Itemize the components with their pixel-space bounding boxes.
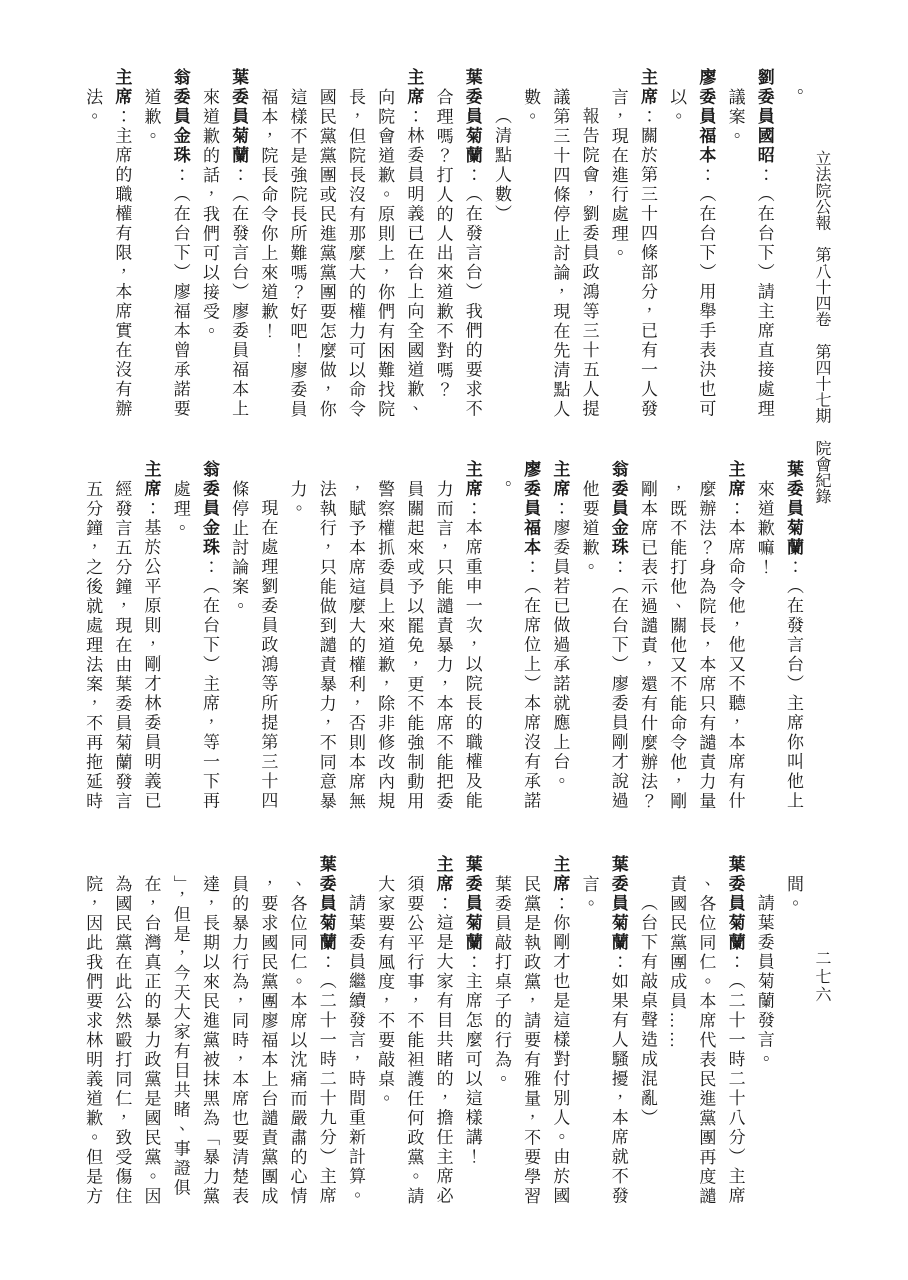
text-column: 來道歉的話，我們可以接受。 bbox=[199, 87, 219, 341]
text-column: 主席：本席命令他，他又不聽，本席有什 bbox=[725, 460, 745, 811]
text-column: 言。 bbox=[579, 874, 599, 914]
text-column: 翁委員金珠：（在台下）廖福本曾承諾要 bbox=[170, 68, 190, 419]
text-column: 員關起來或予以罷免，更不能強制動用 bbox=[404, 479, 424, 811]
text-column: 葉委員菊蘭：（二十一時二十九分）主席 bbox=[316, 855, 336, 1206]
text-band-middle bbox=[78, 460, 808, 812]
text-column: 剛本席已表示過譴責，還有什麼辦法？ bbox=[637, 479, 657, 811]
text-column: 。 bbox=[784, 87, 803, 107]
text-column: 、各位同仁。本席代表民進黨團再度譴 bbox=[696, 874, 716, 1206]
text-column: 翁委員金珠：（在台下）廖委員剛才說過 bbox=[608, 460, 628, 811]
text-column: 福本，院長命令你上來道歉！ bbox=[258, 87, 278, 341]
text-column: 法執行，只能做到譴責暴力，不同意暴 bbox=[316, 479, 336, 811]
text-column: 須要公平行事，不能袒護任何政黨。請 bbox=[404, 874, 424, 1206]
text-column: 主席：林委員明義已在台上向全國道歉、 bbox=[404, 68, 424, 419]
text-column: 議第三十四條停止討論，現在先清點人 bbox=[550, 87, 570, 419]
text-column: 主席：本席重申一次，以院長的職權及能 bbox=[462, 460, 482, 811]
text-column: 廖委員福本：（在席位上）本席沒有承諾 bbox=[521, 460, 541, 811]
text-column: ，既不能打他、關他又不能命令他，剛 bbox=[667, 479, 687, 811]
text-column: 道歉。 bbox=[141, 87, 161, 146]
speaker-name: 主席 bbox=[404, 68, 424, 107]
text-column: 。 bbox=[491, 479, 511, 499]
text-column: 民黨是執政黨，請要有雅量，不要學習 bbox=[521, 874, 541, 1206]
speaker-name: 翁委員金珠 bbox=[608, 460, 628, 558]
text-column: 主席：這是大家有目共睹的，擔任主席必 bbox=[433, 855, 453, 1206]
speaker-name: 葉委員菊蘭 bbox=[462, 855, 482, 953]
text-column: （台下有敲桌聲造成混亂） bbox=[637, 894, 657, 1128]
speaker-name: 主席 bbox=[550, 460, 570, 499]
text-column: 葉委員菊蘭：（在發言台）廖委員福本上 bbox=[229, 68, 249, 419]
text-column: 現在處理劉委員政鴻等所提第三十四 bbox=[258, 499, 278, 811]
speaker-name: 葉委員菊蘭 bbox=[784, 460, 803, 558]
text-column: 、各位同仁。本席以沈痛而嚴肅的心情 bbox=[287, 874, 307, 1206]
text-column: 議案。 bbox=[725, 87, 745, 146]
speaker-name: 翁委員金珠 bbox=[170, 68, 190, 166]
text-column: 經發言五分鐘，現在由葉委員菊蘭發言 bbox=[112, 479, 132, 811]
text-column: 來道歉嘛！ bbox=[754, 479, 774, 577]
text-column: 葉委員菊蘭：（在發言台）主席你叫他上 bbox=[784, 460, 803, 811]
text-column: 向院會道歉。原則上，你們有困難找院 bbox=[375, 87, 395, 419]
speaker-name: 葉委員菊蘭 bbox=[725, 855, 745, 953]
text-column: 力。 bbox=[287, 479, 307, 519]
text-column: 法。 bbox=[83, 87, 103, 127]
text-column: 廖委員福本：（在台下）用舉手表決也可 bbox=[696, 68, 716, 419]
text-column: 大家要有風度，不要敲桌。 bbox=[375, 874, 395, 1109]
text-column: 處理。 bbox=[170, 479, 190, 538]
speaker-name: 主席 bbox=[433, 855, 453, 894]
text-column: 國民黨黨團或民進黨黨團要怎麼做，你 bbox=[316, 87, 336, 419]
text-column: 葉委員菊蘭：（二十一時二十八分）主席 bbox=[725, 855, 745, 1206]
text-column: 主席：廖委員若已做過承諾就應上台。 bbox=[550, 460, 570, 792]
text-column: 警察權抓委員上來道歉，除非修改內規 bbox=[375, 479, 395, 811]
text-column: 主席：你剛才也是這樣對付別人。由於國 bbox=[550, 855, 570, 1206]
speaker-name: 葉委員菊蘭 bbox=[316, 855, 336, 953]
text-column: 為國民黨在此公然毆打同仁，致受傷住 bbox=[112, 874, 132, 1206]
text-column: 主席：關於第三十四條部分，已有一人發 bbox=[637, 68, 657, 419]
speaker-name: 主席 bbox=[141, 460, 161, 499]
running-head: 立法院公報 第八十四卷 第四十七期 院會紀錄 bbox=[813, 150, 830, 505]
text-column: 劉委員國昭：（在台下）請主席直接處理 bbox=[754, 68, 774, 419]
text-column: 在，台灣真正的暴力政黨是國民黨。因 bbox=[141, 874, 161, 1206]
speaker-name: 主席 bbox=[637, 68, 657, 107]
text-column: 言，現在進行處理。 bbox=[608, 87, 628, 263]
speaker-name: 葉委員菊蘭 bbox=[608, 855, 628, 953]
text-column: 數。 bbox=[521, 87, 541, 127]
speaker-name: 主席 bbox=[550, 855, 570, 894]
text-column: 主席：主席的職權有限，本席實在沒有辦 bbox=[112, 68, 132, 419]
text-column: 葉委員菊蘭：如果有人騷擾，本席就不發 bbox=[608, 855, 628, 1206]
speaker-name: 主席 bbox=[462, 460, 482, 499]
text-column: 翁委員金珠：（在台下）主席，等一下再 bbox=[199, 460, 219, 811]
text-column: 以。 bbox=[667, 87, 687, 127]
text-band-bottom bbox=[78, 855, 808, 1211]
text-column: 達，長期以來民進黨被抹黑為「暴力黨 bbox=[199, 874, 219, 1206]
text-column: 」，但是，今天大家有目共睹、事證俱 bbox=[170, 874, 190, 1198]
text-column: 麼辦法？身為院長，本席只有譴責力量 bbox=[696, 479, 716, 811]
text-column: 合理嗎？打人的人出來道歉不對嗎？ bbox=[433, 87, 453, 400]
text-column: 五分鐘，之後就處理法案，不再拖延時 bbox=[83, 479, 103, 811]
text-column: 條停止討論案。 bbox=[229, 479, 249, 616]
text-column: 他要道歉。 bbox=[579, 479, 599, 577]
speaker-name: 翁委員金珠 bbox=[199, 460, 219, 558]
text-column: 間。 bbox=[784, 874, 803, 914]
text-band-top bbox=[78, 68, 808, 420]
text-column: 員的暴力行為，同時，本席也要清楚表 bbox=[229, 874, 249, 1206]
speaker-name: 葉委員菊蘭 bbox=[462, 68, 482, 166]
text-column: 院，因此我們要求林明義道歉。但是方 bbox=[83, 874, 103, 1206]
text-column: 報告院會，劉委員政鴻等三十五人提 bbox=[579, 107, 599, 419]
page-number: 二七六 bbox=[813, 950, 830, 1004]
speaker-name: 葉委員菊蘭 bbox=[229, 68, 249, 166]
text-column: 長，但院長沒有那麼大的權力可以命令 bbox=[345, 87, 365, 419]
text-column: 葉委員菊蘭：主席怎麼可以這樣講！ bbox=[462, 855, 482, 1167]
speaker-name: 主席 bbox=[725, 460, 745, 499]
text-column: 葉委員菊蘭：（在發言台）我們的要求不 bbox=[462, 68, 482, 419]
text-column: 力而言，只能譴責暴力，本席不能把委 bbox=[433, 479, 453, 811]
speaker-name: 劉委員國昭 bbox=[754, 68, 774, 166]
text-column: ，賦予本席這麼大的權利，否則本席無 bbox=[345, 479, 365, 811]
text-column: 責國民黨團成員…… bbox=[667, 874, 687, 1050]
text-column: ，要求國民黨團廖福本上台譴責黨團成 bbox=[258, 874, 278, 1206]
text-column: 主席：基於公平原則，剛才林委員明義已 bbox=[141, 460, 161, 811]
text-column: 請葉委員繼續發言，時間重新計算。 bbox=[345, 894, 365, 1206]
text-column: 請葉委員菊蘭發言。 bbox=[754, 894, 774, 1070]
speaker-name: 廖委員福本 bbox=[696, 68, 716, 166]
text-column: 這樣不是強院長所難嗎？好吧！廖委員 bbox=[287, 87, 307, 419]
text-column: （清點人數） bbox=[491, 107, 511, 224]
speaker-name: 廖委員福本 bbox=[521, 460, 541, 558]
text-column: 葉委員敲打桌子的行為。 bbox=[491, 874, 511, 1089]
speaker-name: 主席 bbox=[112, 68, 132, 107]
